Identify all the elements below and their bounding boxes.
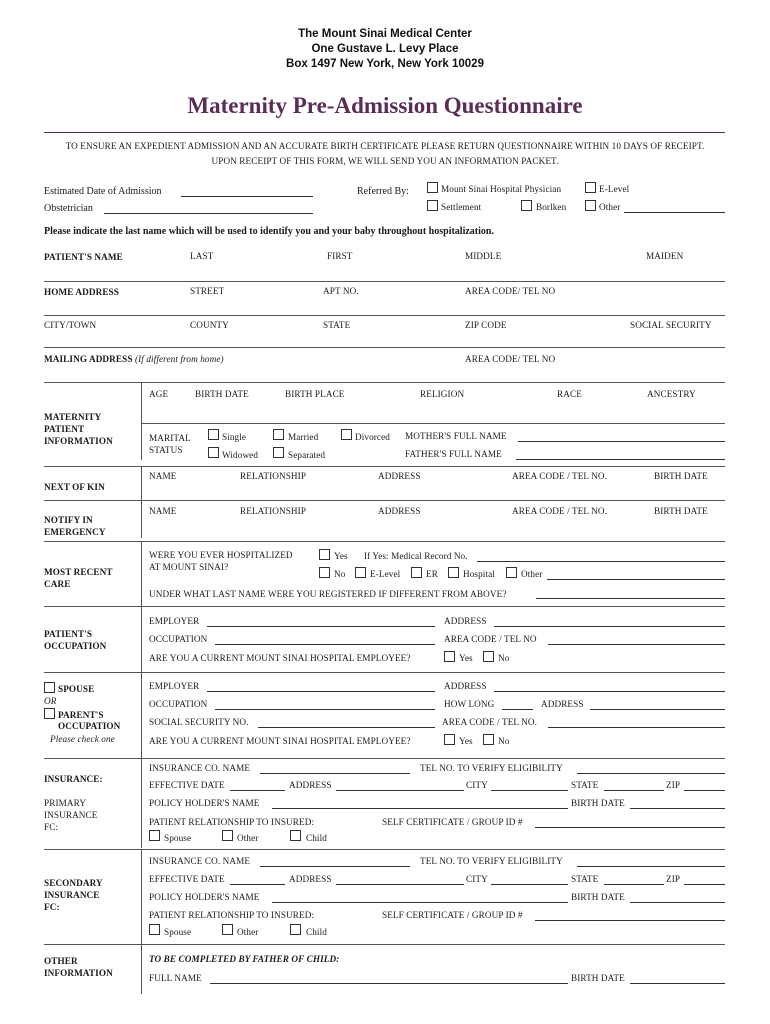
kin-relationship-label: RELATIONSHIP — [240, 471, 307, 481]
name-instruction: Please indicate the last name which will be used to identify you and your baby throughout hospitalization. — [44, 226, 494, 237]
employer-address-input[interactable] — [494, 626, 725, 627]
employee-question: ARE YOU A CURRENT MOUNT SINAI HOSPITAL EMPLOYEE? — [149, 653, 411, 663]
ins-city-input[interactable] — [491, 790, 568, 791]
section-divider — [141, 606, 142, 672]
separated-label: Separated — [288, 450, 326, 460]
apt-label: APT NO. — [323, 286, 359, 296]
occupation-tel-label: AREA CODE / TEL NO — [444, 634, 537, 644]
widowed-label: Widowed — [222, 450, 259, 460]
parent-label: PARENT'S — [58, 710, 104, 720]
row-divider — [44, 382, 725, 383]
emergency-address-label: ADDRESS — [378, 506, 421, 516]
married-checkbox[interactable] — [273, 429, 284, 440]
check-one-note: Please check one — [50, 734, 115, 744]
sec-rel-spouse-label: Spouse — [164, 927, 192, 937]
ref-other-label: Other — [599, 202, 621, 212]
emergency-relationship-label: RELATIONSHIP — [240, 506, 307, 516]
ref-msh-checkbox[interactable] — [427, 182, 438, 193]
section-divider — [44, 541, 725, 542]
row-divider — [44, 315, 725, 316]
care-other-label: Other — [521, 569, 543, 579]
county-label: COUNTY — [190, 320, 229, 330]
sec-relationship-label: PATIENT RELATIONSHIP TO INSURED: — [149, 910, 315, 920]
relationship-label: PATIENT RELATIONSHIP TO INSURED: — [149, 817, 315, 827]
father-name-label: FATHER'S FULL NAME — [405, 449, 502, 459]
ins-zip-input[interactable] — [684, 790, 725, 791]
rel-spouse-checkbox[interactable] — [149, 830, 160, 841]
how-long-label: HOW LONG — [444, 699, 495, 709]
rel-other-checkbox[interactable] — [222, 830, 233, 841]
spouse-occupation-field-label: OCCUPATION — [149, 699, 208, 709]
secondary-insurance-label: INSURANCE — [44, 890, 100, 900]
occupation-input[interactable] — [215, 644, 435, 645]
ins-address-input[interactable] — [336, 790, 464, 791]
employer-label: EMPLOYER — [149, 616, 200, 626]
divorced-checkbox[interactable] — [341, 429, 352, 440]
kin-name-label: NAME — [149, 471, 177, 481]
institution-street: One Gustave L. Levy Place — [311, 43, 459, 55]
sec-state-input[interactable] — [604, 884, 664, 885]
father-note: TO BE COMPLETED BY FATHER OF CHILD: — [149, 954, 340, 964]
ref-settlement-label: Settlement — [441, 202, 482, 212]
sec-tel-verify-input[interactable] — [577, 866, 725, 867]
state-label: STATE — [323, 320, 351, 330]
other-info-label: OTHER — [44, 956, 78, 966]
sec-self-cert-input[interactable] — [535, 920, 725, 921]
spouse-address2-input[interactable] — [590, 709, 725, 710]
sec-city-label: CITY — [466, 874, 488, 884]
self-cert-input[interactable] — [535, 827, 725, 828]
emergency-tel-label: AREA CODE / TEL NO. — [512, 506, 608, 516]
tel-verify-input[interactable] — [577, 773, 725, 774]
row-divider — [44, 347, 725, 348]
next-of-kin-label: NEXT OF KIN — [44, 482, 105, 492]
spouse-employer-label: EMPLOYER — [149, 681, 200, 691]
home-tel-label: AREA CODE/ TEL NO — [465, 286, 556, 296]
ins-zip-label: ZIP — [666, 780, 681, 790]
section-divider — [141, 672, 142, 758]
sec-rel-child-checkbox[interactable] — [290, 924, 301, 935]
city-label: CITY/TOWN — [44, 320, 97, 330]
sec-address-label: ADDRESS — [289, 874, 332, 884]
spouse-tel-label: AREA CODE / TEL NO. — [442, 717, 538, 727]
obstetrician-label: Obstetrician — [44, 203, 93, 214]
holder-birth-label: BIRTH DATE — [571, 798, 625, 808]
patient-name-label: PATIENT'S NAME — [44, 252, 123, 262]
care-other-input[interactable] — [547, 579, 725, 580]
sec-rel-other-label: Other — [237, 927, 259, 937]
row-divider — [141, 423, 725, 424]
medical-record-input[interactable] — [477, 561, 725, 562]
patient-occupation-label: PATIENT'S OCCUPATION — [44, 629, 107, 651]
sec-holder-input[interactable] — [272, 902, 568, 903]
father-name-input[interactable] — [516, 459, 725, 460]
registered-name-input[interactable] — [536, 598, 725, 599]
er-checkbox[interactable] — [411, 567, 422, 578]
birth-date-label: BIRTH DATE — [195, 389, 249, 399]
tel-verify-label: TEL NO. TO VERIFY ELIGIBILITY — [420, 763, 563, 773]
mailing-tel-label: AREA CODE/ TEL NO — [465, 354, 556, 364]
hospitalized-yes-checkbox[interactable] — [319, 549, 330, 560]
section-divider — [44, 500, 725, 501]
primary-label: PRIMARY — [44, 798, 87, 808]
divorced-label: Divorced — [355, 432, 390, 442]
spouse-employer-input[interactable] — [207, 691, 435, 692]
ins-co-label: INSURANCE CO. NAME — [149, 763, 251, 773]
sec-ins-co-label: INSURANCE CO. NAME — [149, 856, 251, 866]
sec-zip-label: ZIP — [666, 874, 681, 884]
first-name-label: FIRST — [327, 251, 353, 261]
sec-zip-input[interactable] — [684, 884, 725, 885]
section-divider — [141, 944, 142, 994]
spouse-occupation-input[interactable] — [215, 709, 435, 710]
kin-birth-label: BIRTH DATE — [654, 471, 708, 481]
holder-input[interactable] — [272, 808, 568, 809]
rel-spouse-label: Spouse — [164, 833, 192, 843]
section-divider — [141, 466, 142, 538]
sec-state-label: STATE — [571, 874, 599, 884]
ref-elevel-label: E-Level — [599, 184, 630, 194]
ref-msh-label: Mount Sinai Hospital Physician — [441, 184, 562, 194]
section-divider — [44, 944, 725, 945]
title-divider — [44, 132, 725, 133]
occupation-tel-input[interactable] — [548, 644, 725, 645]
single-checkbox[interactable] — [208, 429, 219, 440]
age-label: AGE — [149, 389, 169, 399]
mother-name-input[interactable] — [518, 441, 725, 442]
emergency-label: NOTIFY IN EMERGENCY — [44, 515, 106, 537]
ref-elevel-checkbox[interactable] — [585, 182, 596, 193]
spouse-employee-no-checkbox[interactable] — [483, 734, 494, 745]
obstetrician-input[interactable] — [104, 213, 313, 214]
single-label: Single — [222, 432, 247, 442]
widowed-checkbox[interactable] — [208, 447, 219, 458]
how-long-input[interactable] — [502, 709, 533, 710]
spouse-address-input[interactable] — [494, 691, 725, 692]
care-other-checkbox[interactable] — [506, 567, 517, 578]
street-label: STREET — [190, 286, 225, 296]
married-label: Married — [288, 432, 319, 442]
registered-name-question: UNDER WHAT LAST NAME WERE YOU REGISTERED IF DIFFERENT FROM ABOVE? — [149, 589, 507, 599]
referred-by-label: Referred By: — [357, 186, 409, 197]
section-divider — [44, 849, 725, 850]
section-divider — [141, 849, 142, 944]
emergency-birth-label: BIRTH DATE — [654, 506, 708, 516]
ins-city-label: CITY — [466, 780, 488, 790]
ref-other-input[interactable] — [624, 212, 725, 213]
holder-label: POLICY HOLDER'S NAME — [149, 798, 260, 808]
rel-child-checkbox[interactable] — [290, 830, 301, 841]
section-divider — [44, 758, 725, 759]
mailing-address-note: (If different from home) — [134, 354, 224, 364]
eff-date-input[interactable] — [230, 790, 285, 791]
spouse-label: SPOUSE — [58, 684, 95, 694]
sec-ins-co-input[interactable] — [260, 866, 410, 867]
zip-label: ZIP CODE — [465, 320, 507, 330]
employee-no-label: No — [498, 653, 510, 663]
birth-place-label: BIRTH PLACE — [285, 389, 345, 399]
spouse-checkbox[interactable] — [44, 682, 55, 693]
eff-date-label: EFFECTIVE DATE — [149, 780, 225, 790]
father-full-name-label: FULL NAME — [149, 973, 202, 983]
spouse-tel-input[interactable] — [548, 727, 725, 728]
employee-yes-checkbox[interactable] — [444, 651, 455, 662]
sec-city-input[interactable] — [491, 884, 568, 885]
employer-address-label: ADDRESS — [444, 616, 487, 626]
sec-holder-birth-input[interactable] — [630, 902, 725, 903]
marital-status-label: MARITAL STATUS — [149, 433, 191, 455]
spouse-employee-no-label: No — [498, 736, 510, 746]
hospitalized-question: WERE YOU EVER HOSPITALIZED — [149, 550, 293, 560]
secondary-fc-label: FC: — [44, 902, 60, 912]
employee-yes-label: Yes — [459, 653, 473, 663]
est-date-input[interactable] — [181, 196, 313, 197]
self-cert-label: SELF CERTIFICATE / GROUP ID # — [382, 817, 523, 827]
spouse-ssn-label: SOCIAL SECURITY NO. — [149, 717, 249, 727]
sec-eff-date-input[interactable] — [230, 884, 285, 885]
hospital-checkbox[interactable] — [448, 567, 459, 578]
institution-city: Box 1497 New York, New York 10029 — [286, 58, 484, 70]
sec-eff-date-label: EFFECTIVE DATE — [149, 874, 225, 884]
ssn-label: SOCIAL SECURITY — [630, 320, 712, 330]
sec-rel-child-label: Child — [306, 927, 327, 937]
hospital-label: Hospital — [463, 569, 495, 579]
insurance-label: INSURANCE: — [44, 774, 103, 784]
sec-address-input[interactable] — [336, 884, 464, 885]
last-name-label: LAST — [190, 251, 214, 261]
sec-rel-spouse-checkbox[interactable] — [149, 924, 160, 935]
form-title: Maternity Pre-Admission Questionnaire — [187, 93, 583, 118]
hospitalized-yes-label: Yes — [334, 551, 348, 561]
section-divider — [44, 672, 725, 673]
rel-other-label: Other — [237, 833, 259, 843]
spouse-address-label: ADDRESS — [444, 681, 487, 691]
ins-co-input[interactable] — [260, 773, 410, 774]
section-divider — [141, 758, 142, 848]
section-divider — [141, 382, 142, 460]
spouse-occupation-label: OCCUPATION — [58, 721, 121, 731]
sec-tel-verify-label: TEL NO. TO VERIFY ELIGIBILITY — [420, 856, 563, 866]
section-divider — [44, 606, 725, 607]
mailing-address-label: MAILING ADDRESS — [44, 354, 133, 364]
middle-name-label: MIDDLE — [465, 251, 502, 261]
sec-rel-other-checkbox[interactable] — [222, 924, 233, 935]
row-divider — [44, 281, 725, 282]
occupation-label: OCCUPATION — [149, 634, 208, 644]
ancestry-label: ANCESTRY — [647, 389, 696, 399]
sec-holder-label: POLICY HOLDER'S NAME — [149, 892, 260, 902]
spouse-employee-question: ARE YOU A CURRENT MOUNT SINAI HOSPITAL EMPLOYEE? — [149, 736, 411, 746]
spouse-ssn-input[interactable] — [258, 727, 435, 728]
spouse-employee-yes-checkbox[interactable] — [444, 734, 455, 745]
maternity-label: MATERNITY PATIENT INFORMATION — [44, 412, 113, 446]
or-label: OR — [44, 696, 57, 706]
father-birth-input[interactable] — [630, 983, 725, 984]
ins-state-input[interactable] — [604, 790, 664, 791]
maiden-name-label: MAIDEN — [646, 251, 684, 261]
est-date-label: Estimated Date of Admission — [44, 186, 162, 197]
recent-care-label: MOST RECENT CARE — [44, 567, 113, 589]
sec-holder-birth-label: BIRTH DATE — [571, 892, 625, 902]
kin-address-label: ADDRESS — [378, 471, 421, 481]
father-full-name-input[interactable] — [210, 983, 568, 984]
medical-record-label: If Yes: Medical Record No. — [364, 551, 468, 561]
spouse-employee-yes-label: Yes — [459, 736, 473, 746]
sec-self-cert-label: SELF CERTIFICATE / GROUP ID # — [382, 910, 523, 920]
race-label: RACE — [557, 389, 582, 399]
ref-borlken-checkbox[interactable] — [521, 200, 532, 211]
father-birth-label: BIRTH DATE — [571, 973, 625, 983]
home-address-label: HOME ADDRESS — [44, 287, 119, 297]
ref-other-checkbox[interactable] — [585, 200, 596, 211]
institution-name: The Mount Sinai Medical Center — [298, 28, 472, 40]
rel-child-label: Child — [306, 833, 327, 843]
emergency-name-label: NAME — [149, 506, 177, 516]
holder-birth-input[interactable] — [630, 808, 725, 809]
intro-line-2: UPON RECEIPT OF THIS FORM, WE WILL SEND YOU AN INFORMATION PACKET. — [211, 156, 559, 166]
ref-borlken-label: Borlken — [536, 202, 567, 212]
ins-address-label: ADDRESS — [289, 780, 332, 790]
primary-insurance-label: INSURANCE — [44, 810, 98, 820]
primary-fc-label: FC: — [44, 822, 59, 832]
ref-settlement-checkbox[interactable] — [427, 200, 438, 211]
elevel-checkbox[interactable] — [355, 567, 366, 578]
er-label: ER — [426, 569, 438, 579]
kin-tel-label: AREA CODE / TEL NO. — [512, 471, 608, 481]
hospitalized-no-checkbox[interactable] — [319, 567, 330, 578]
separated-checkbox[interactable] — [273, 447, 284, 458]
hospitalized-no-label: No — [334, 569, 346, 579]
hospitalized-question-cont: AT MOUNT SINAI? — [149, 562, 229, 572]
ins-state-label: STATE — [571, 780, 599, 790]
mother-name-label: MOTHER'S FULL NAME — [405, 431, 507, 441]
parent-checkbox[interactable] — [44, 708, 55, 719]
religion-label: RELIGION — [420, 389, 465, 399]
mailing-address-line — [44, 354, 224, 364]
section-divider — [141, 541, 142, 606]
spouse-address2-label: ADDRESS — [541, 699, 584, 709]
secondary-label: SECONDARY — [44, 878, 103, 888]
employee-no-checkbox[interactable] — [483, 651, 494, 662]
intro-line-1: TO ENSURE AN EXPEDIENT ADMISSION AND AN ACCURATE BIRTH CERTIFICATE PLEASE RETURN QUESTIONNAIRE WITHIN 10 DAYS OF RECEIPT. — [65, 141, 705, 151]
elevel-label: E-Level — [370, 569, 401, 579]
other-info-label-2: INFORMATION — [44, 968, 113, 978]
employer-input[interactable] — [207, 626, 435, 627]
section-divider — [44, 466, 725, 467]
